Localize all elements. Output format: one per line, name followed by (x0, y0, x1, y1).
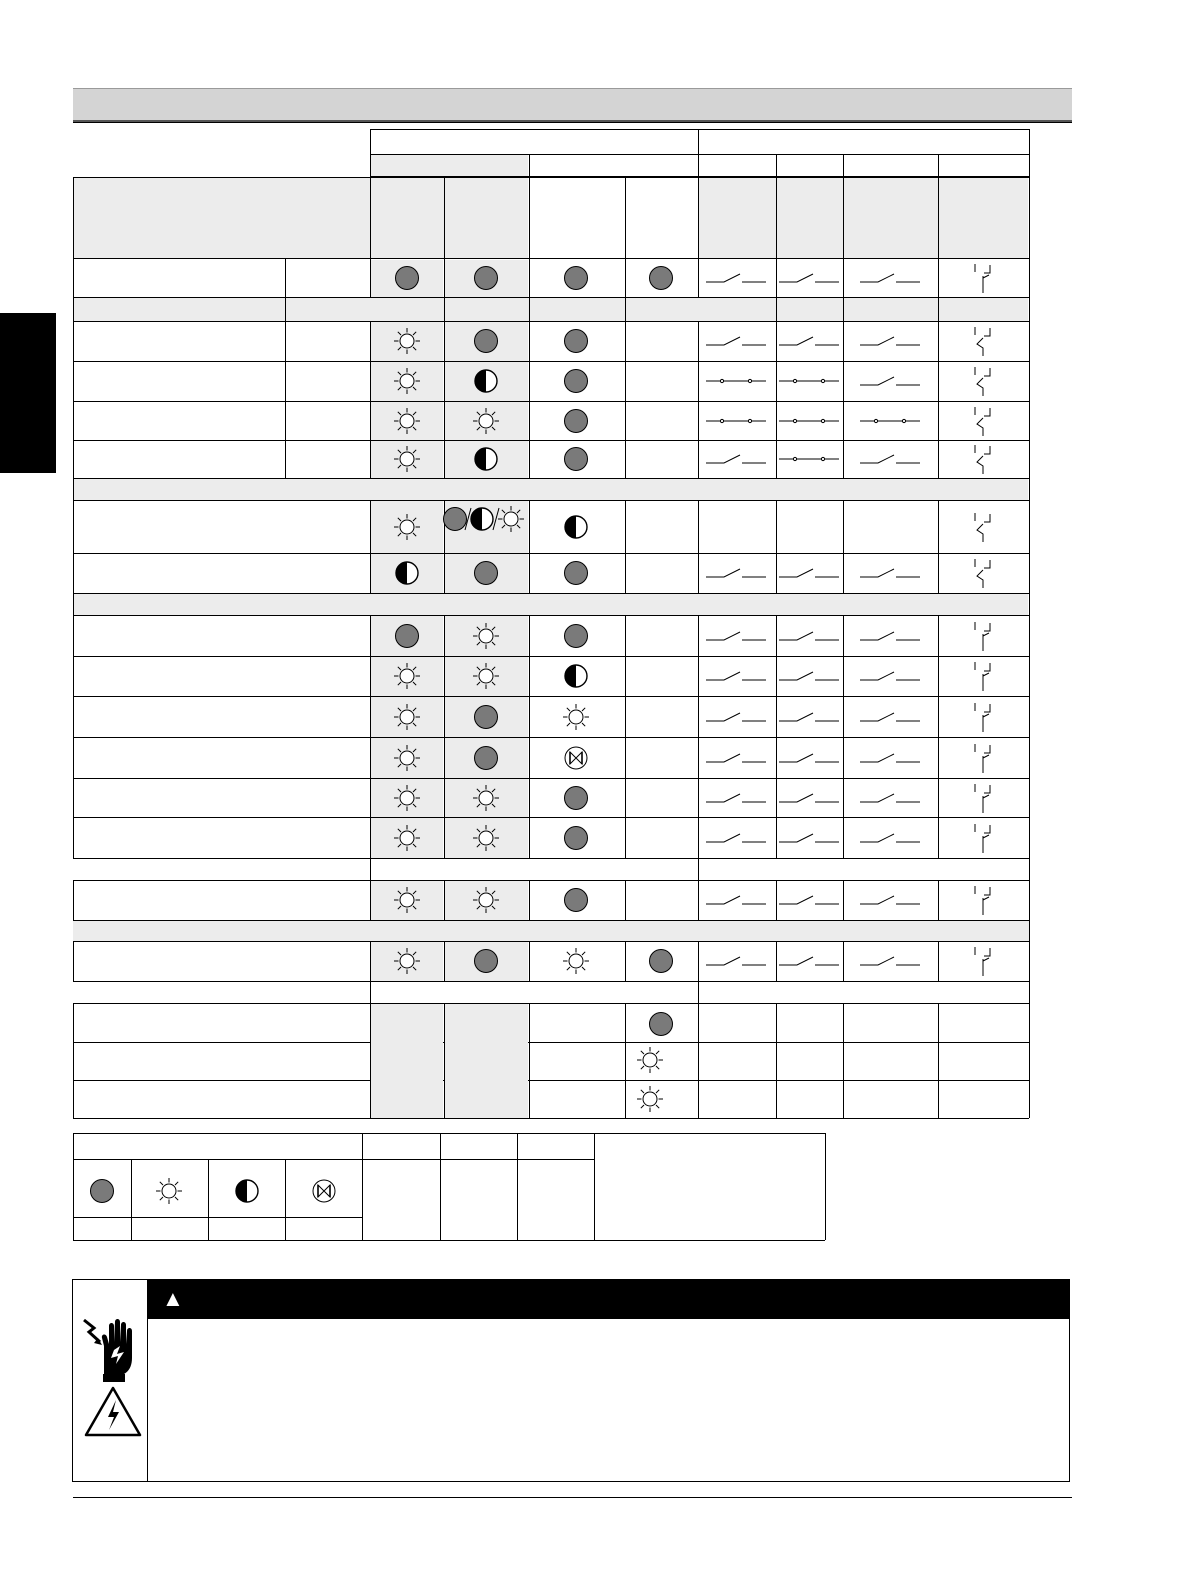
filled-circle-icon (472, 264, 500, 292)
table-rule (625, 177, 626, 259)
table-rule (776, 1003, 777, 1118)
sun-burst-icon (392, 823, 422, 853)
table-rule (529, 817, 530, 858)
sun-burst-icon (154, 1176, 184, 1206)
filled-circle-icon (562, 445, 590, 473)
table-rule (285, 440, 286, 478)
table-rule (843, 361, 844, 401)
table-rule (73, 1080, 1029, 1081)
relay-contact-open-icon (777, 269, 841, 287)
half-circle-icon (393, 559, 421, 587)
filled-circle-icon (647, 1010, 675, 1038)
table-rule (843, 177, 844, 259)
table-rule (529, 696, 530, 737)
shaded-cell (371, 1004, 443, 1118)
shaded-cell (371, 155, 528, 176)
table-rule (444, 615, 445, 656)
table-rule (73, 615, 1029, 616)
table-rule (285, 321, 286, 361)
table-rule (208, 1159, 209, 1240)
table-rule (938, 154, 939, 176)
relay-contact-closed-icon (777, 450, 841, 468)
table-rule (625, 941, 626, 981)
table-rule (444, 817, 445, 858)
table-rule (73, 1042, 1029, 1043)
relay-contact-open-icon (777, 891, 841, 909)
table-rule (625, 401, 626, 440)
half-circle-icon (233, 1177, 261, 1205)
shaded-cell (445, 1004, 528, 1118)
table-rule (529, 1003, 530, 1118)
table-rule (938, 696, 939, 737)
filled-circle-icon (647, 947, 675, 975)
table-rule (625, 1003, 626, 1118)
table-rule (625, 440, 626, 478)
table-rule (370, 129, 1029, 130)
sun-burst-icon (392, 885, 422, 915)
sun-burst-icon (392, 946, 422, 976)
table-rule (73, 258, 1029, 259)
table-rule (1029, 880, 1030, 920)
table-rule (938, 880, 939, 920)
half-circle-icon (562, 513, 590, 541)
table-rule (938, 737, 939, 778)
table-rule (938, 401, 939, 440)
table-rule (938, 500, 939, 553)
table-rule (444, 737, 445, 778)
table-rule (938, 297, 939, 321)
relay-contact-open-icon (777, 708, 841, 726)
changeover-contact-icon (967, 943, 999, 979)
table-rule (625, 553, 626, 593)
sun-burst-icon (392, 326, 422, 356)
table-rule (529, 361, 530, 401)
table-rule (776, 177, 777, 259)
table-rule (843, 880, 844, 920)
sun-burst-icon (496, 504, 526, 534)
table-rule (73, 401, 1029, 402)
table-rule (529, 259, 530, 297)
sun-burst-icon (392, 783, 422, 813)
sun-burst-icon (392, 743, 422, 773)
table-rule (843, 401, 844, 440)
filled-circle-icon (562, 886, 590, 914)
filled-circle-icon (562, 784, 590, 812)
sun-burst-icon (471, 661, 501, 691)
relay-contact-open-icon (704, 829, 768, 847)
filled-circle-icon (562, 559, 590, 587)
table-rule (285, 259, 286, 297)
sun-burst-icon (471, 783, 501, 813)
table-rule (73, 737, 1029, 738)
table-rule (843, 696, 844, 737)
table-rule (529, 615, 530, 656)
table-rule (529, 880, 530, 920)
relay-contact-open-icon (704, 269, 768, 287)
table-rule (625, 615, 626, 656)
table-rule (529, 941, 530, 981)
footer-rule (73, 1497, 1072, 1498)
relay-contact-open-icon (858, 564, 922, 582)
relay-contact-open-icon (704, 332, 768, 350)
relay-contact-open-icon (858, 372, 922, 390)
filled-circle-icon (562, 327, 590, 355)
changeover-contact-icon (967, 323, 999, 359)
warning-triangle-glyph: ▲ (162, 1286, 184, 1311)
table-rule (625, 880, 626, 920)
table-rule (938, 177, 939, 259)
filled-circle-icon (88, 1177, 116, 1205)
hourglass-circle-icon (562, 744, 590, 772)
relay-contact-open-icon (858, 667, 922, 685)
changeover-contact-icon (967, 882, 999, 918)
table-rule (843, 553, 844, 593)
table-rule (529, 500, 530, 553)
table-rule (285, 297, 286, 321)
table-rule (73, 1217, 362, 1218)
sun-burst-icon (635, 1045, 665, 1075)
table-rule (362, 1133, 363, 1240)
relay-contact-open-icon (858, 708, 922, 726)
table-rule (444, 696, 445, 737)
warning-header-bar (148, 1280, 1069, 1319)
table-rule (73, 880, 1029, 881)
table-rule (73, 880, 74, 920)
table-rule (444, 401, 445, 440)
table-rule (1029, 941, 1030, 981)
changeover-contact-icon (967, 699, 999, 735)
table-rule (843, 1003, 844, 1118)
relay-contact-open-icon (704, 564, 768, 582)
table-rule (625, 656, 626, 696)
sun-burst-icon (392, 444, 422, 474)
table-rule (625, 737, 626, 778)
relay-contact-closed-icon (777, 412, 841, 430)
sun-burst-icon (471, 621, 501, 651)
changeover-contact-icon (967, 555, 999, 591)
table-rule (625, 500, 626, 553)
relay-contact-open-icon (777, 332, 841, 350)
table-rule (843, 941, 844, 981)
table-rule (625, 696, 626, 737)
table-rule (440, 1133, 441, 1240)
table-rule (73, 1118, 1029, 1119)
shaded-cell (73, 177, 370, 258)
table-rule (843, 321, 844, 361)
table-rule (73, 361, 1029, 362)
table-rule (938, 615, 939, 656)
changeover-contact-icon (967, 740, 999, 776)
changeover-contact-icon (967, 363, 999, 399)
table-rule (73, 696, 1029, 697)
table-rule (73, 1240, 825, 1241)
table-rule (825, 1133, 826, 1240)
table-rule (73, 920, 1029, 921)
table-rule (625, 259, 626, 297)
electric-shock-hand-icon (80, 1312, 144, 1384)
table-rule (73, 981, 1029, 982)
table-rule (625, 321, 626, 361)
hourglass-circle-icon (310, 1177, 338, 1205)
table-rule (73, 553, 1029, 554)
table-rule (444, 553, 445, 593)
table-rule (73, 941, 74, 981)
changeover-contact-icon (967, 441, 999, 477)
table-rule (444, 297, 445, 321)
table-rule (625, 361, 626, 401)
table-rule (444, 259, 445, 297)
filled-circle-icon (472, 947, 500, 975)
table-rule (938, 440, 939, 478)
table-rule (444, 778, 445, 817)
warning-divider (147, 1280, 148, 1481)
table-rule (73, 500, 1029, 501)
table-rule (444, 656, 445, 696)
relay-contact-open-icon (777, 789, 841, 807)
relay-contact-open-icon (704, 952, 768, 970)
relay-contact-open-icon (704, 749, 768, 767)
table-rule (698, 941, 699, 981)
table-rule (938, 1003, 939, 1118)
table-rule (73, 321, 1029, 322)
shaded-cell (371, 177, 528, 258)
relay-contact-open-icon (704, 450, 768, 468)
relay-contact-open-icon (858, 332, 922, 350)
sun-burst-icon (471, 823, 501, 853)
relay-contact-closed-icon (858, 412, 922, 430)
table-rule (594, 1133, 595, 1240)
table-rule (73, 656, 1029, 657)
sun-burst-icon (392, 702, 422, 732)
half-circle-icon (472, 445, 500, 473)
filled-circle-icon (562, 407, 590, 435)
table-rule (843, 817, 844, 858)
changeover-contact-icon (967, 658, 999, 694)
table-rule (529, 440, 530, 478)
table-rule (285, 1159, 286, 1240)
table-rule (843, 615, 844, 656)
relay-contact-open-icon (858, 952, 922, 970)
relay-contact-open-icon (777, 667, 841, 685)
relay-contact-open-icon (704, 708, 768, 726)
table-rule (444, 440, 445, 478)
table-rule (843, 500, 844, 553)
table-rule (938, 656, 939, 696)
changeover-contact-icon (967, 260, 999, 296)
table-rule (529, 177, 530, 259)
sun-burst-icon (392, 406, 422, 436)
filled-circle-icon (393, 264, 421, 292)
table-rule (625, 778, 626, 817)
table-rule (529, 778, 530, 817)
relay-contact-open-icon (858, 789, 922, 807)
table-rule (73, 1133, 825, 1134)
table-rule (73, 778, 1029, 779)
relay-contact-open-icon (858, 627, 922, 645)
table-rule (73, 817, 1029, 818)
filled-circle-icon (562, 367, 590, 395)
table-rule (73, 440, 1029, 441)
relay-contact-open-icon (777, 829, 841, 847)
table-rule (529, 297, 530, 321)
table-rule (625, 297, 626, 321)
relay-contact-closed-icon (704, 412, 768, 430)
changeover-contact-icon (967, 403, 999, 439)
table-rule (517, 1133, 518, 1240)
filled-circle-icon (472, 559, 500, 587)
shaded-cell (74, 594, 1028, 615)
table-rule (843, 656, 844, 696)
table-rule (73, 858, 1029, 859)
table-rule (843, 737, 844, 778)
filled-circle-icon (562, 264, 590, 292)
shaded-cell (699, 177, 1028, 258)
changeover-contact-icon (967, 820, 999, 856)
table-rule (776, 500, 777, 553)
filled-circle-icon (562, 622, 590, 650)
table-rule (938, 817, 939, 858)
filled-circle-icon (647, 264, 675, 292)
sun-burst-icon (635, 1084, 665, 1114)
table-rule (843, 440, 844, 478)
filled-circle-icon (393, 622, 421, 650)
shaded-cell (74, 298, 1028, 321)
table-rule (285, 401, 286, 440)
relay-contact-open-icon (777, 952, 841, 970)
relay-contact-open-icon (704, 667, 768, 685)
table-rule (843, 778, 844, 817)
table-rule (938, 941, 939, 981)
sun-burst-icon (392, 661, 422, 691)
half-circle-icon (562, 662, 590, 690)
relay-contact-open-icon (777, 564, 841, 582)
table-rule (444, 321, 445, 361)
changeover-contact-icon (967, 509, 999, 545)
filled-circle-icon (472, 703, 500, 731)
relay-contact-open-icon (858, 269, 922, 287)
relay-contact-open-icon (858, 450, 922, 468)
high-voltage-triangle-icon (84, 1386, 142, 1438)
table-rule (529, 321, 530, 361)
sun-burst-icon (392, 512, 422, 542)
relay-contact-open-icon (858, 749, 922, 767)
relay-contact-open-icon (858, 829, 922, 847)
table-rule (285, 361, 286, 401)
table-rule (938, 259, 939, 297)
relay-contact-closed-icon (704, 372, 768, 390)
table-rule (444, 361, 445, 401)
table-rule (938, 321, 939, 361)
sun-burst-icon (471, 885, 501, 915)
shaded-cell (74, 479, 1028, 500)
table-rule (776, 297, 777, 321)
table-rule (776, 154, 777, 176)
half-circle-icon (472, 367, 500, 395)
table-rule (529, 154, 530, 176)
changeover-contact-icon (967, 618, 999, 654)
table-rule (73, 177, 74, 859)
table-rule (529, 737, 530, 778)
table-rule (529, 401, 530, 440)
shaded-cell (73, 920, 1029, 941)
table-rule (938, 361, 939, 401)
table-rule (698, 880, 699, 920)
relay-contact-open-icon (704, 891, 768, 909)
sun-burst-icon (561, 946, 591, 976)
relay-contact-open-icon (704, 789, 768, 807)
table-rule (843, 154, 844, 176)
table-rule (73, 122, 1072, 123)
table-rule (73, 1003, 74, 1118)
filled-circle-icon (472, 327, 500, 355)
relay-contact-open-icon (777, 627, 841, 645)
changeover-contact-icon (967, 780, 999, 816)
table-rule (444, 177, 445, 259)
table-rule (529, 553, 530, 593)
table-rule (73, 1133, 74, 1240)
table-rule (73, 941, 1029, 942)
table-rule (843, 259, 844, 297)
table-rule (843, 297, 844, 321)
relay-contact-open-icon (777, 749, 841, 767)
relay-contact-open-icon (704, 627, 768, 645)
table-rule (131, 1159, 132, 1240)
table-rule (73, 1003, 1029, 1004)
table-rule (938, 553, 939, 593)
table-rule (529, 656, 530, 696)
table-rule (73, 1159, 594, 1160)
table-rule (625, 817, 626, 858)
relay-contact-closed-icon (777, 372, 841, 390)
relay-contact-open-icon (858, 891, 922, 909)
sun-burst-icon (392, 366, 422, 396)
filled-circle-icon (472, 744, 500, 772)
table-rule (73, 177, 1029, 178)
sun-burst-icon (471, 406, 501, 436)
table-rule (938, 778, 939, 817)
sun-burst-icon (561, 702, 591, 732)
filled-circle-icon (562, 824, 590, 852)
